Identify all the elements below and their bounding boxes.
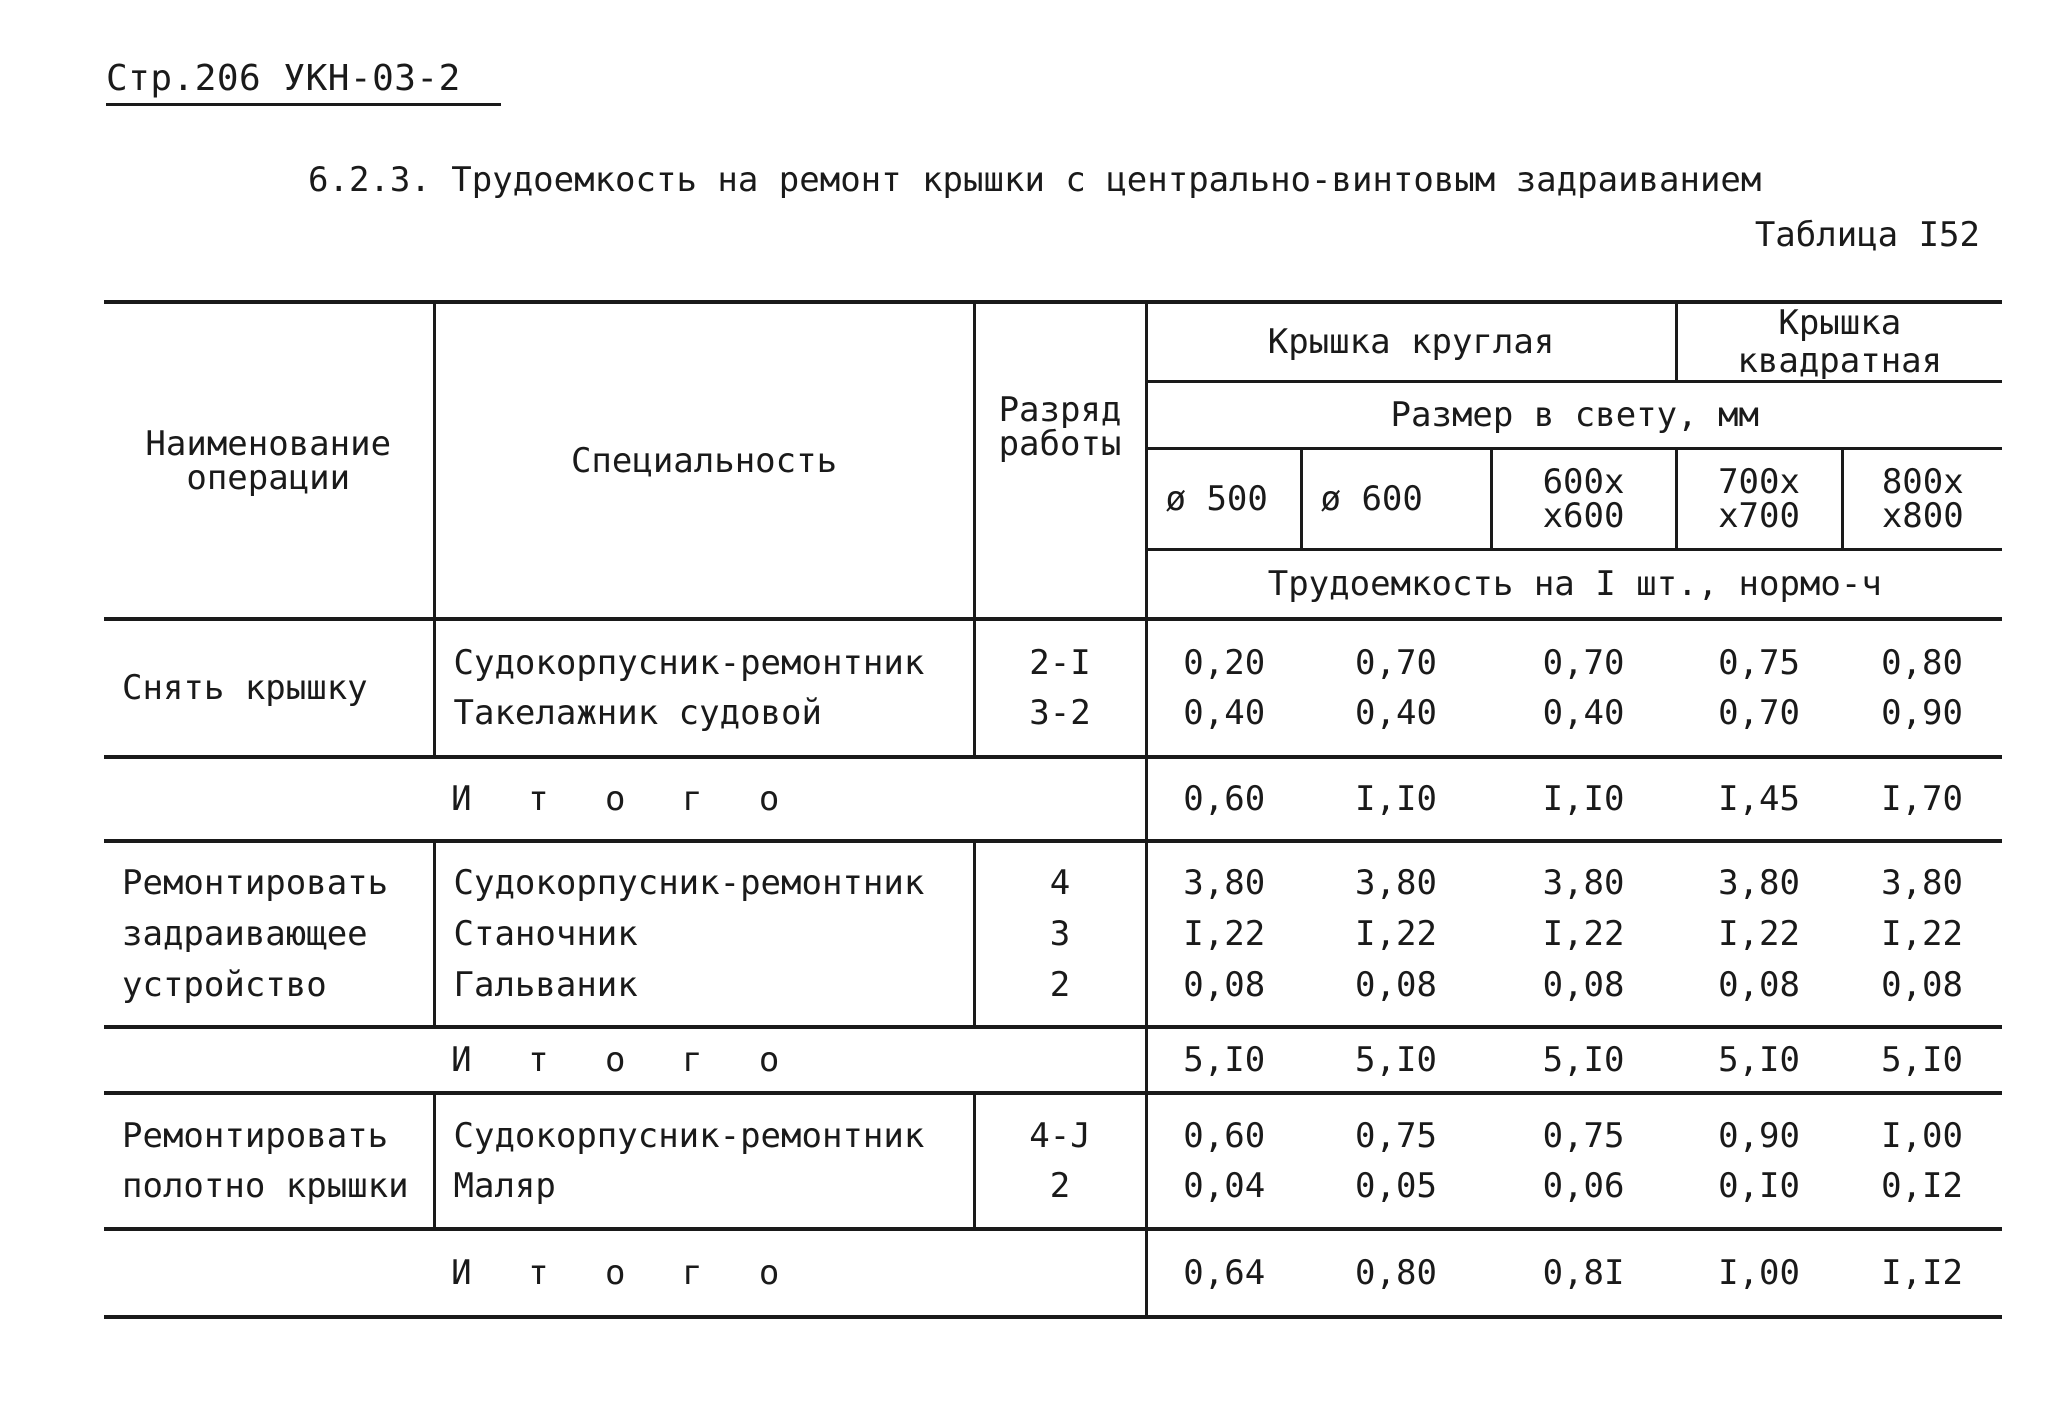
grade-cell: 4-J 2 xyxy=(974,1093,1146,1229)
labor-table xyxy=(104,300,2002,1319)
group-header-square: Крышка квадратная xyxy=(1676,302,2002,382)
value-cell: 0,75 0,06 xyxy=(1542,1116,1625,1207)
value-cell: 0,70 0,40 xyxy=(1542,643,1625,734)
value-cell: 3,80 I,22 0,08 xyxy=(1542,862,1625,1005)
value-cell: 0,60 0,04 xyxy=(1146,1093,1301,1229)
total-label: И т о г о xyxy=(451,1040,798,1081)
section-title: 6.2.3. Трудоемкость на ремонт крышки с центрально-винтовым задраиванием xyxy=(308,160,1762,200)
value-cell: 0,75 0,70 xyxy=(1718,643,1800,734)
value-cell: 3,80 I,22 0,08 xyxy=(1146,841,1301,1027)
value-cell: 0,20 0,40 xyxy=(1146,619,1301,757)
table-row xyxy=(104,619,2002,757)
total-value: I,00 xyxy=(1718,1253,1800,1294)
units-header: Трудоемкость на I шт., нормо-ч xyxy=(1146,550,2002,620)
total-value: 5,I0 xyxy=(1146,1027,1301,1093)
total-value: I,I0 xyxy=(1355,779,1437,820)
total-value: I,I2 xyxy=(1881,1253,1963,1294)
value-cell: 3,80 I,22 0,08 xyxy=(1355,862,1437,1005)
operation-name: Снять крышку xyxy=(122,668,368,709)
total-label: И т о г о xyxy=(451,1253,798,1294)
specialty-cell: Судокорпусник-ремонтник Маляр xyxy=(434,1093,974,1229)
total-value: 0,64 xyxy=(1146,1229,1301,1317)
value-cell: 0,90 0,I0 xyxy=(1718,1116,1800,1207)
value-cell: 3,80 I,22 0,08 xyxy=(1881,862,1963,1005)
size-col-4: 700x x700 xyxy=(1676,449,1842,550)
total-row xyxy=(104,757,2002,841)
page-reference: Стр.206 УКН-03-2 xyxy=(106,58,501,106)
total-label: И т о г о xyxy=(451,779,798,820)
total-row xyxy=(104,1229,2002,1317)
size-col-2: ø 600 xyxy=(1301,449,1491,550)
specialty-cell: Судокорпусник-ремонтник Такелажник судовой xyxy=(434,619,974,757)
value-cell: 0,70 0,40 xyxy=(1355,643,1437,734)
total-value: 5,I0 xyxy=(1355,1040,1437,1081)
value-cell: 0,80 0,90 xyxy=(1881,643,1963,734)
size-header: Размер в свету, мм xyxy=(1146,382,2002,449)
grade-cell: 4 3 2 xyxy=(974,841,1146,1027)
col-header-operation: Наименование операции xyxy=(104,302,434,619)
total-value: I,I0 xyxy=(1542,779,1625,820)
value-cell: I,00 0,I2 xyxy=(1881,1116,1963,1207)
table-row xyxy=(104,1093,2002,1229)
value-cell: 0,75 0,05 xyxy=(1355,1116,1437,1207)
grade-cell: 2-I 3-2 xyxy=(974,619,1146,757)
operation-name: Ремонтировать полотно крышки xyxy=(122,1116,409,1207)
total-row xyxy=(104,1027,2002,1093)
total-value: 5,I0 xyxy=(1542,1040,1625,1081)
total-value: 5,I0 xyxy=(1718,1040,1800,1081)
total-value: I,45 xyxy=(1718,779,1800,820)
col-header-specialty: Специальность xyxy=(434,302,974,619)
size-col-3: 600x x600 xyxy=(1491,449,1676,550)
table-number: Таблица I52 xyxy=(1754,215,1980,255)
operation-name: Ремонтировать задраивающее устройство xyxy=(122,862,389,1005)
col-header-grade: Разряд работы xyxy=(974,302,1146,550)
group-header-round: Крышка круглая xyxy=(1146,302,1676,382)
total-value: 5,I0 xyxy=(1881,1040,1963,1081)
total-value: I,70 xyxy=(1881,779,1963,820)
header-row-1 xyxy=(104,302,2002,382)
total-value: 0,60 xyxy=(1146,757,1301,841)
size-col-5: 800x x800 xyxy=(1842,449,2002,550)
total-value: 0,80 xyxy=(1355,1253,1437,1294)
value-cell: 3,80 I,22 0,08 xyxy=(1718,862,1800,1005)
size-col-1: ø 500 xyxy=(1146,449,1301,550)
specialty-cell: Судокорпусник-ремонтник Станочник Гальваник xyxy=(434,841,974,1027)
total-value: 0,8I xyxy=(1542,1253,1625,1294)
table-row xyxy=(104,841,2002,1027)
